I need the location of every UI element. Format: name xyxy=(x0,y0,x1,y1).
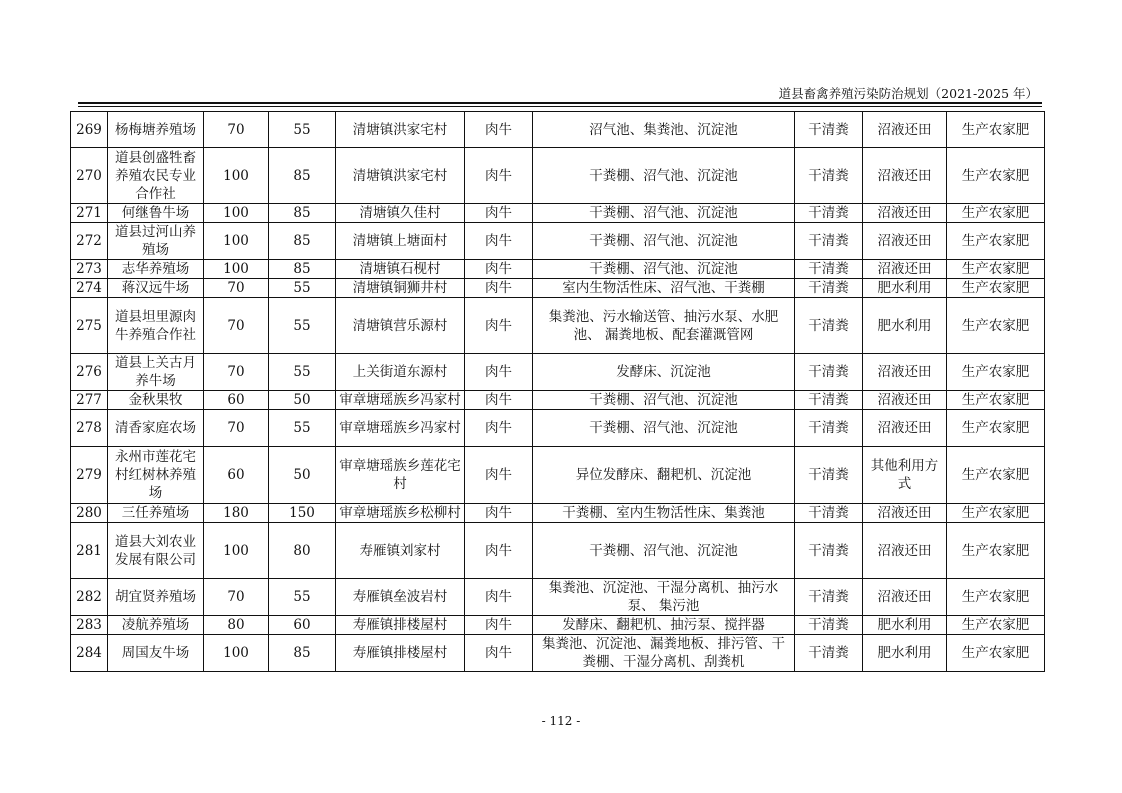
location-cell: 审章塘瑶族乡冯家村 xyxy=(336,410,465,447)
manure-cleaning-method-cell: 干清粪 xyxy=(795,148,863,204)
table-body xyxy=(71,112,1045,672)
treatment-facilities-cell: 沼气池、集粪池、沉淀池 xyxy=(533,112,795,148)
output-count-cell: 85 xyxy=(269,260,336,279)
farm-name-cell: 志华养殖场 xyxy=(108,260,204,279)
output-count-cell: 55 xyxy=(269,354,336,391)
liquid-utilization-cell: 沼液还田 xyxy=(863,504,947,523)
treatment-facilities-cell: 集粪池、沉淀池、干湿分离机、抽污水泵、 集污池 xyxy=(533,579,795,616)
table-row xyxy=(71,616,1045,635)
farm-name-cell: 三任养殖场 xyxy=(108,504,204,523)
location-cell: 清塘镇上塘面村 xyxy=(336,223,465,260)
header-title: 道县畜禽养殖污染防治规划（2021-2025 年） xyxy=(778,86,1038,101)
table-row xyxy=(71,112,1045,148)
row-number-cell: 282 xyxy=(71,579,108,616)
location-cell: 清塘镇洪家宅村 xyxy=(336,112,465,148)
liquid-utilization-cell: 其他利用方式 xyxy=(863,447,947,504)
solid-utilization-cell: 生产农家肥 xyxy=(947,504,1045,523)
livestock-type-cell: 肉牛 xyxy=(465,616,533,635)
liquid-utilization-cell: 沼液还田 xyxy=(863,148,947,204)
manure-cleaning-method-cell: 干清粪 xyxy=(795,635,863,672)
row-number-cell: 277 xyxy=(71,391,108,410)
stock-count-cell: 100 xyxy=(204,204,269,223)
liquid-utilization-cell: 沼液还田 xyxy=(863,260,947,279)
manure-cleaning-method-cell: 干清粪 xyxy=(795,354,863,391)
livestock-type-cell: 肉牛 xyxy=(465,260,533,279)
farm-name-cell: 道县过河山养殖场 xyxy=(108,223,204,260)
treatment-facilities-cell: 干粪棚、室内生物活性床、集粪池 xyxy=(533,504,795,523)
livestock-type-cell: 肉牛 xyxy=(465,354,533,391)
liquid-utilization-cell: 沼液还田 xyxy=(863,391,947,410)
solid-utilization-cell: 生产农家肥 xyxy=(947,410,1045,447)
row-number-cell: 274 xyxy=(71,279,108,298)
stock-count-cell: 70 xyxy=(204,410,269,447)
treatment-facilities-cell: 异位发酵床、翻耙机、沉淀池 xyxy=(533,447,795,504)
location-cell: 清塘镇洪家宅村 xyxy=(336,148,465,204)
livestock-farm-table xyxy=(70,111,1045,672)
manure-cleaning-method-cell: 干清粪 xyxy=(795,447,863,504)
farm-name-cell: 周国友牛场 xyxy=(108,635,204,672)
manure-cleaning-method-cell: 干清粪 xyxy=(795,223,863,260)
row-number-cell: 272 xyxy=(71,223,108,260)
location-cell: 寿雁镇排楼屋村 xyxy=(336,616,465,635)
farm-name-cell: 凌航养殖场 xyxy=(108,616,204,635)
output-count-cell: 85 xyxy=(269,635,336,672)
row-number-cell: 273 xyxy=(71,260,108,279)
solid-utilization-cell: 生产农家肥 xyxy=(947,635,1045,672)
row-number-cell: 271 xyxy=(71,204,108,223)
table-row xyxy=(71,579,1045,616)
stock-count-cell: 100 xyxy=(204,260,269,279)
treatment-facilities-cell: 干粪棚、沼气池、沉淀池 xyxy=(533,523,795,579)
table-row xyxy=(71,447,1045,504)
table-row xyxy=(71,523,1045,579)
livestock-type-cell: 肉牛 xyxy=(465,391,533,410)
farm-name-cell: 清香家庭农场 xyxy=(108,410,204,447)
solid-utilization-cell: 生产农家肥 xyxy=(947,223,1045,260)
location-cell: 清塘镇铜狮井村 xyxy=(336,279,465,298)
location-cell: 审章塘瑶族乡松柳村 xyxy=(336,504,465,523)
row-number-cell: 270 xyxy=(71,148,108,204)
manure-cleaning-method-cell: 干清粪 xyxy=(795,523,863,579)
table-row xyxy=(71,635,1045,672)
stock-count-cell: 60 xyxy=(204,391,269,410)
liquid-utilization-cell: 肥水利用 xyxy=(863,298,947,354)
liquid-utilization-cell: 肥水利用 xyxy=(863,616,947,635)
row-number-cell: 283 xyxy=(71,616,108,635)
output-count-cell: 55 xyxy=(269,279,336,298)
location-cell: 清塘镇营乐源村 xyxy=(336,298,465,354)
page-number: - 112 - xyxy=(541,714,581,728)
table-row xyxy=(71,260,1045,279)
manure-cleaning-method-cell: 干清粪 xyxy=(795,279,863,298)
solid-utilization-cell: 生产农家肥 xyxy=(947,298,1045,354)
farm-name-cell: 杨梅塘养殖场 xyxy=(108,112,204,148)
table-row xyxy=(71,410,1045,447)
stock-count-cell: 100 xyxy=(204,523,269,579)
stock-count-cell: 100 xyxy=(204,223,269,260)
output-count-cell: 85 xyxy=(269,223,336,260)
output-count-cell: 50 xyxy=(269,447,336,504)
farm-name-cell: 道县创盛牲畜养殖农民专业合作社 xyxy=(108,148,204,204)
manure-cleaning-method-cell: 干清粪 xyxy=(795,579,863,616)
solid-utilization-cell: 生产农家肥 xyxy=(947,112,1045,148)
table-row xyxy=(71,391,1045,410)
row-number-cell: 278 xyxy=(71,410,108,447)
stock-count-cell: 80 xyxy=(204,616,269,635)
liquid-utilization-cell: 沼液还田 xyxy=(863,579,947,616)
manure-cleaning-method-cell: 干清粪 xyxy=(795,410,863,447)
farm-name-cell: 道县坦里源肉牛养殖合作社 xyxy=(108,298,204,354)
livestock-type-cell: 肉牛 xyxy=(465,298,533,354)
treatment-facilities-cell: 发酵床、沉淀池 xyxy=(533,354,795,391)
livestock-type-cell: 肉牛 xyxy=(465,447,533,504)
manure-cleaning-method-cell: 干清粪 xyxy=(795,260,863,279)
row-number-cell: 275 xyxy=(71,298,108,354)
output-count-cell: 85 xyxy=(269,204,336,223)
manure-cleaning-method-cell: 干清粪 xyxy=(795,112,863,148)
table-row xyxy=(71,354,1045,391)
row-number-cell: 280 xyxy=(71,504,108,523)
table-row xyxy=(71,279,1045,298)
output-count-cell: 85 xyxy=(269,148,336,204)
solid-utilization-cell: 生产农家肥 xyxy=(947,148,1045,204)
treatment-facilities-cell: 干粪棚、沼气池、沉淀池 xyxy=(533,204,795,223)
farm-name-cell: 何继鲁牛场 xyxy=(108,204,204,223)
location-cell: 寿雁镇垒波岩村 xyxy=(336,579,465,616)
treatment-facilities-cell: 集粪池、沉淀池、漏粪地板、排污管、干 粪棚、干湿分离机、刮粪机 xyxy=(533,635,795,672)
liquid-utilization-cell: 沼液还田 xyxy=(863,410,947,447)
output-count-cell: 80 xyxy=(269,523,336,579)
table-row xyxy=(71,223,1045,260)
location-cell: 上关街道东源村 xyxy=(336,354,465,391)
output-count-cell: 60 xyxy=(269,616,336,635)
solid-utilization-cell: 生产农家肥 xyxy=(947,579,1045,616)
manure-cleaning-method-cell: 干清粪 xyxy=(795,616,863,635)
solid-utilization-cell: 生产农家肥 xyxy=(947,391,1045,410)
liquid-utilization-cell: 沼液还田 xyxy=(863,204,947,223)
manure-cleaning-method-cell: 干清粪 xyxy=(795,391,863,410)
liquid-utilization-cell: 肥水利用 xyxy=(863,635,947,672)
stock-count-cell: 60 xyxy=(204,447,269,504)
location-cell: 寿雁镇排楼屋村 xyxy=(336,635,465,672)
output-count-cell: 55 xyxy=(269,579,336,616)
livestock-type-cell: 肉牛 xyxy=(465,523,533,579)
farm-name-cell: 胡宜贤养殖场 xyxy=(108,579,204,616)
livestock-type-cell: 肉牛 xyxy=(465,148,533,204)
farm-name-cell: 道县大刘农业发展有限公司 xyxy=(108,523,204,579)
row-number-cell: 269 xyxy=(71,112,108,148)
treatment-facilities-cell: 干粪棚、沼气池、沉淀池 xyxy=(533,410,795,447)
location-cell: 审章塘瑶族乡莲花宅村 xyxy=(336,447,465,504)
livestock-type-cell: 肉牛 xyxy=(465,204,533,223)
output-count-cell: 55 xyxy=(269,410,336,447)
manure-cleaning-method-cell: 干清粪 xyxy=(795,298,863,354)
livestock-type-cell: 肉牛 xyxy=(465,504,533,523)
livestock-type-cell: 肉牛 xyxy=(465,279,533,298)
treatment-facilities-cell: 室内生物活性床、沼气池、干粪棚 xyxy=(533,279,795,298)
location-cell: 清塘镇久佳村 xyxy=(336,204,465,223)
manure-cleaning-method-cell: 干清粪 xyxy=(795,504,863,523)
header-rule-thin xyxy=(78,106,1042,107)
location-cell: 清塘镇石枧村 xyxy=(336,260,465,279)
liquid-utilization-cell: 肥水利用 xyxy=(863,279,947,298)
livestock-type-cell: 肉牛 xyxy=(465,112,533,148)
treatment-facilities-cell: 干粪棚、沼气池、沉淀池 xyxy=(533,260,795,279)
row-number-cell: 281 xyxy=(71,523,108,579)
farm-name-cell: 金秋果牧 xyxy=(108,391,204,410)
output-count-cell: 150 xyxy=(269,504,336,523)
stock-count-cell: 100 xyxy=(204,148,269,204)
stock-count-cell: 180 xyxy=(204,504,269,523)
output-count-cell: 50 xyxy=(269,391,336,410)
header-rule-thick xyxy=(78,102,1042,104)
row-number-cell: 276 xyxy=(71,354,108,391)
livestock-type-cell: 肉牛 xyxy=(465,223,533,260)
output-count-cell: 55 xyxy=(269,112,336,148)
stock-count-cell: 70 xyxy=(204,279,269,298)
stock-count-cell: 70 xyxy=(204,298,269,354)
table-row xyxy=(71,148,1045,204)
farm-name-cell: 道县上关古月养牛场 xyxy=(108,354,204,391)
table-row xyxy=(71,504,1045,523)
treatment-facilities-cell: 发酵床、翻耙机、抽污泵、搅拌器 xyxy=(533,616,795,635)
stock-count-cell: 70 xyxy=(204,112,269,148)
livestock-type-cell: 肉牛 xyxy=(465,410,533,447)
solid-utilization-cell: 生产农家肥 xyxy=(947,523,1045,579)
treatment-facilities-cell: 干粪棚、沼气池、沉淀池 xyxy=(533,223,795,260)
row-number-cell: 284 xyxy=(71,635,108,672)
solid-utilization-cell: 生产农家肥 xyxy=(947,204,1045,223)
liquid-utilization-cell: 沼液还田 xyxy=(863,354,947,391)
stock-count-cell: 70 xyxy=(204,579,269,616)
manure-cleaning-method-cell: 干清粪 xyxy=(795,204,863,223)
location-cell: 寿雁镇刘家村 xyxy=(336,523,465,579)
row-number-cell: 279 xyxy=(71,447,108,504)
solid-utilization-cell: 生产农家肥 xyxy=(947,616,1045,635)
stock-count-cell: 70 xyxy=(204,354,269,391)
liquid-utilization-cell: 沼液还田 xyxy=(863,223,947,260)
stock-count-cell: 100 xyxy=(204,635,269,672)
treatment-facilities-cell: 集粪池、污水输送管、抽污水泵、水肥池、 漏粪地板、配套灌溉管网 xyxy=(533,298,795,354)
table-row xyxy=(71,204,1045,223)
solid-utilization-cell: 生产农家肥 xyxy=(947,279,1045,298)
livestock-type-cell: 肉牛 xyxy=(465,635,533,672)
solid-utilization-cell: 生产农家肥 xyxy=(947,260,1045,279)
table-row xyxy=(71,298,1045,354)
liquid-utilization-cell: 沼液还田 xyxy=(863,112,947,148)
liquid-utilization-cell: 沼液还田 xyxy=(863,523,947,579)
farm-name-cell: 蒋汉远牛场 xyxy=(108,279,204,298)
solid-utilization-cell: 生产农家肥 xyxy=(947,447,1045,504)
location-cell: 审章塘瑶族乡冯家村 xyxy=(336,391,465,410)
treatment-facilities-cell: 干粪棚、沼气池、沉淀池 xyxy=(533,391,795,410)
farm-name-cell: 永州市莲花宅村红树林养殖场 xyxy=(108,447,204,504)
livestock-type-cell: 肉牛 xyxy=(465,579,533,616)
output-count-cell: 55 xyxy=(269,298,336,354)
treatment-facilities-cell: 干粪棚、沼气池、沉淀池 xyxy=(533,148,795,204)
solid-utilization-cell: 生产农家肥 xyxy=(947,354,1045,391)
